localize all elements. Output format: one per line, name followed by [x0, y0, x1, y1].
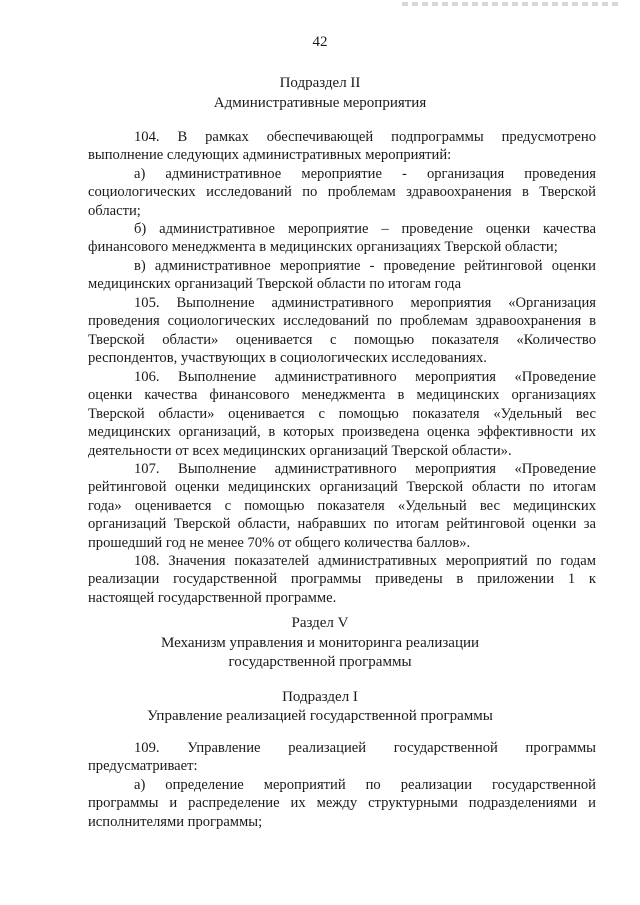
- paragraph-line: реализации государственной программы приведены в приложении 1 к: [88, 571, 596, 588]
- paragraph-line: предусматривает:: [88, 758, 198, 775]
- paragraph-108: [88, 552, 596, 607]
- section-subtitle-line2: государственной программы: [228, 654, 412, 670]
- paragraph-line: а) административное мероприятие - организация проведения: [134, 166, 596, 182]
- paragraph-line: 104. В рамках обеспечивающей подпрограммы предусмотрено: [134, 129, 596, 145]
- paragraph-line: Тверской области» оценивается с помощью показателя «Количество: [88, 331, 596, 348]
- paragraph-line: 107. Выполнение административного мероприятия «Проведение: [134, 461, 596, 477]
- paragraph-line: медицинских организаций Тверской области по итогам года: [88, 276, 462, 293]
- page-number: 42: [312, 34, 328, 50]
- paragraph-line: программы и распределение их между структурными подразделениями и: [88, 795, 596, 812]
- paragraph-line: социологических исследований по проблемам здравоохранения в Тверской: [88, 184, 596, 201]
- paragraph-104: [88, 128, 596, 165]
- section-subtitle-line1: Механизм управления и мониторинга реализации: [160, 635, 480, 651]
- scan-artifact: [402, 2, 622, 6]
- paragraph-line: Тверской области» оценивается с помощью показателя «Удельный вес: [88, 405, 596, 422]
- paragraph-line: 105. Выполнение административного мероприятия «Организация: [134, 295, 596, 311]
- paragraph-line: б) административное мероприятие – проведение оценки качества: [134, 221, 596, 237]
- subsection-subtitle: Управление реализацией государственной программы: [147, 708, 493, 724]
- paragraph-107: [88, 460, 596, 552]
- paragraph-line: организаций Тверской области, набравших по итогам рейтинговой оценки за: [88, 516, 596, 533]
- subsection-title: Подраздел I: [282, 689, 358, 705]
- paragraph-line: респондентов, участвующих в социологических исследованиях.: [88, 350, 487, 367]
- paragraph-line: 109. Управление реализацией государственной программы: [134, 740, 596, 756]
- paragraph-line: области;: [88, 202, 141, 219]
- paragraph-line: 108. Значения показателей административных мероприятий по годам: [134, 553, 596, 569]
- paragraph-104-a: [88, 165, 596, 220]
- paragraph-104-b: [88, 220, 596, 257]
- paragraph-line: а) определение мероприятий по реализации государственной: [134, 777, 596, 793]
- paragraph-line: года» оценивается с помощью показателя «Удельный вес медицинских: [88, 497, 596, 514]
- paragraph-line: проведения социологических исследований по проблемам здравоохранения в: [88, 313, 596, 330]
- paragraph-105: [88, 294, 596, 368]
- paragraph-line: прошедший год не менее 70% от общего количества баллов».: [88, 534, 471, 551]
- paragraph-line: медицинских организаций, в которых произведена оценка эффективности их: [88, 424, 596, 441]
- paragraph-line: выполнение следующих административных мероприятий:: [88, 147, 452, 164]
- paragraph-line: настоящей государственной программе.: [88, 589, 337, 606]
- paragraph-104-c: [88, 257, 596, 294]
- paragraph-line: 106. Выполнение административного мероприятия «Проведение: [134, 369, 596, 385]
- paragraph-109: [88, 739, 596, 776]
- paragraph-line: исполнителями программы;: [88, 813, 263, 830]
- paragraph-line: финансового менеджмента в медицинских организациях Тверской области;: [88, 239, 558, 256]
- section-title: Раздел V: [291, 615, 349, 631]
- subsection-subtitle: Административные мероприятия: [213, 95, 427, 111]
- paragraph-line: оценки качества финансового менеджмента в медицинских организациях: [88, 387, 596, 404]
- paragraph-line: деятельности от всех медицинских организаций Тверской области».: [88, 442, 512, 459]
- paragraph-line: рейтинговой оценки медицинских организаций Тверской области по итогам: [88, 479, 596, 496]
- paragraph-109-a: [88, 776, 596, 831]
- subsection-title: Подраздел II: [279, 75, 361, 91]
- paragraph-106: [88, 368, 596, 460]
- paragraph-line: в) административное мероприятие - проведение рейтинговой оценки: [134, 258, 596, 274]
